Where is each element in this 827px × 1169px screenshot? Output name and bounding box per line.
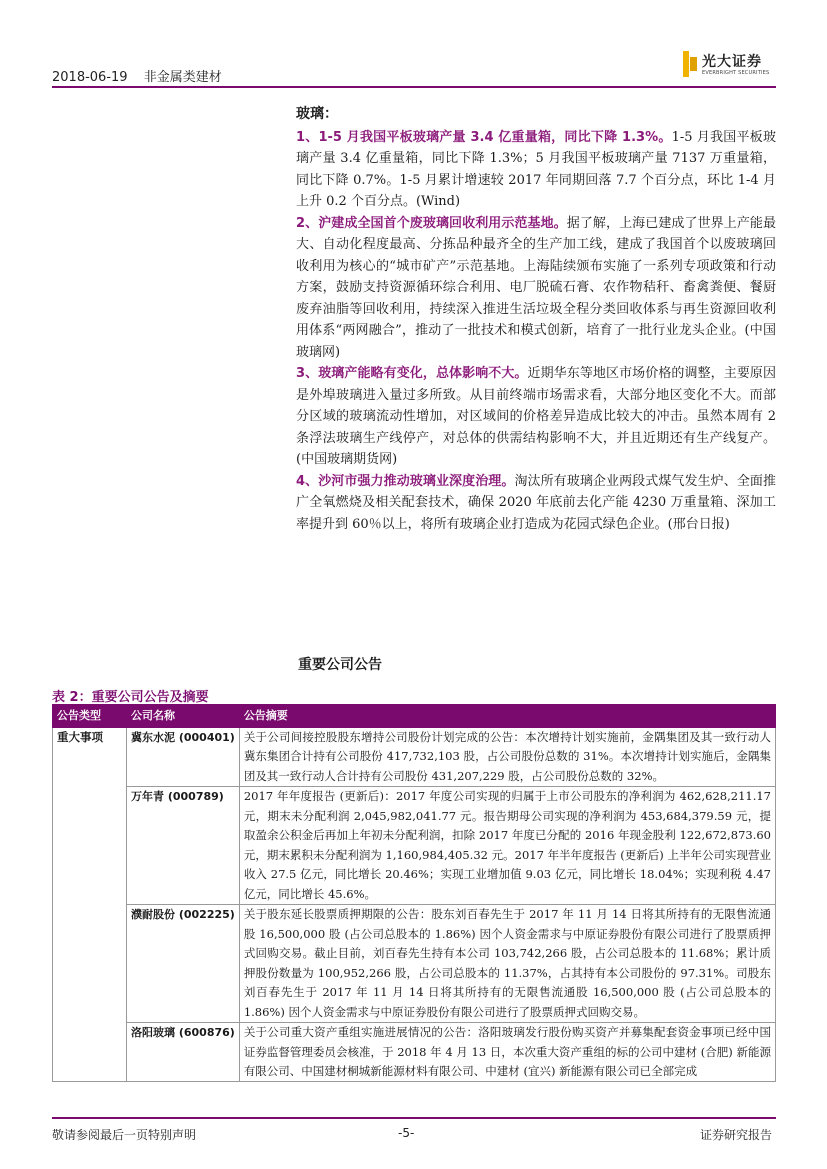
table-row	[53, 1023, 776, 1082]
glass-item-text: 淘汰所有玻璃企业两段式煤气发生炉、全面推广全氧燃烧及相关配套技术，确保 2020 年底前去化产能 4230 万重量箱、深加工率提升到 60％以上，将所有玻璃企业打造成为花园式绿色企业。(邢台日报)	[296, 473, 776, 532]
logo-mark-icon	[683, 51, 697, 77]
glass-item-headline: 1、1-5 月我国平板玻璃产量 3.4 亿重量箱，同比下降 1.3%。	[296, 129, 672, 145]
glass-section	[296, 104, 776, 535]
announcement-summary: 2017 年年度报告 (更新后)：2017 年度公司实现的归属于上市公司股东的净利润为 462,628,211.17 元，期末未分配利润 2,045,982,041.77 元。报告期母公司实现的净利润为 453,684,379.59 元，提取盈余公积金后再加上年初未分配利润，扣除 2017 年度已分配的 2016 年现金股利 122,672,873.60 元，期末累积未分配利润为 1,160,984,405.32 元。2017 年半年度报告 (更新后) 上半年公司实现营业收入 27.5 亿元，同比增长 20.46%；实现工业增加值 9.03 亿元，同比增长 18.04%；实现利税 4.47 亿元，同比增长 45.6%。	[239, 787, 775, 905]
section-heading: 重要公司公告	[298, 657, 382, 673]
glass-item-2	[296, 213, 776, 364]
glass-item-headline: 3、玻璃产能略有变化，总体影响不大。	[296, 366, 528, 381]
announcement-summary: 关于公司重大资产重组实施进展情况的公告：洛阳玻璃发行股份购买资产并募集配套资金事项已经中国证券监督管理委员会核准，于 2018 年 4 月 13 日，本次重大资产重组的标的公司中建材 (合肥) 新能源有限公司、中国建材桐城新能源材料有限公司、中建材 (宜兴) 新能源有限公司已全部完成	[243, 1025, 771, 1078]
company-name: 濮耐股份 (002225)	[127, 905, 240, 1023]
report-date: 2018-06-19	[52, 70, 128, 85]
glass-item-text: 1-5 月我国平板玻璃产量 3.4 亿重量箱，同比下降 1.3%；5 月我国平板玻璃产量 7137 万重量箱，同比下降 0.7%。1-5 月累计增速较 2017 年同期回落 7.7 个百分点，环比 1-4 月上升 0.2 个百分点。(Wind)	[296, 129, 776, 209]
table-header-row	[53, 705, 776, 728]
glass-item-4	[296, 471, 776, 536]
glass-item-text: 近期华东等地区市场价格的调整，主要原因是外埠玻璃进入量过多所致。从目前终端市场需求看，大部分地区变化不大。而部分区域的玻璃流动性增加，对区域间的价格差异造成比较大的冲击。虽然本周有 2 条浮法玻璃生产线停产，对总体的供需结构影响不大，并且近期还有生产线复产。(中国玻璃期货网)	[296, 366, 776, 467]
company-name: 洛阳玻璃 (600876)	[127, 1023, 240, 1082]
header-type: 公告类型	[53, 705, 127, 728]
page-number: -5-	[398, 1126, 415, 1140]
glass-item-3	[296, 363, 776, 471]
announcement-summary: 关于股东延长股票质押期限的公告：股东刘百春先生于 2017 年 11 月 14 日将其所持有的无限售流通股 16,500,000 股 (占公司总股本的 1.86%) 因个人资金需求与中原证券股份有限公司进行了股票质押式回购交易。截止目前，刘百春先生持有本公司 103,742,266 股，占公司总股本的 11.68%；累计质押股份数量为 100,952,266 股，占公司总股本的 11.37%，占其持有本公司股份的 97.31%。司股东刘百春先生于 2017 年 11 月 14 日将其所持有的无限售流通股 16,500,000 股 (占公司总股本的 1.86%) 因个人资金需求与中原证券股份有限公司进行了股票质押式回购交易。	[239, 905, 775, 1023]
announcements-table	[52, 704, 776, 1082]
brand-logo	[683, 49, 779, 83]
footer-disclaimer: 敬请参阅最后一页特别声明	[52, 1128, 197, 1142]
table-row	[53, 727, 776, 787]
logo-name: 光大证券	[702, 54, 762, 70]
glass-item-headline: 2、沪建成全国首个废玻璃回收利用示范基地。	[296, 215, 567, 231]
header-divider	[52, 86, 776, 88]
table-caption: 表 2：重要公司公告及摘要	[52, 690, 209, 705]
table-row	[53, 905, 776, 1023]
header-summary: 公告摘要	[239, 705, 775, 728]
glass-item-headline: 4、沙河市强力推动玻璃业深度治理。	[296, 473, 515, 489]
footer-report-type: 证券研究报告	[700, 1128, 773, 1142]
glass-item-text: 据了解，上海已建成了世界上产能最大、自动化程度最高、分拣品种最齐全的生产加工线，建成了我国首个以废玻璃回收利用为核心的“城市矿产”示范基地。上海陆续颁布实施了一系列专项政策和行动方案，鼓励支持资源循环综合利用、电厂脱硫石膏、农作物秸秆、畜禽粪便、餐厨废弃油脂等回收利用，持续深入推进生活垃圾全程分类回收体系与再生资源回收利用体系“两网融合”，推动了一批技术和模式创新，培育了一批行业龙头企业。(中国玻璃网)	[296, 215, 776, 360]
page-header	[52, 66, 234, 85]
announcement-summary: 关于公司间接控股股东增持公司股份计划完成的公告：本次增持计划实施前，金隅集团及其一致行动人冀东集团合计持有公司股份 417,732,103 股，占公司股份总数的 31%。本次增持计划实施后，金隅集团及其一致行动人合计持有公司股份 431,207,229 股，占公司股份总数的 32%。	[239, 727, 775, 787]
glass-title: 玻璃：	[296, 106, 338, 122]
company-name: 冀东水泥 (000401)	[127, 727, 240, 787]
footer-divider	[52, 1117, 776, 1119]
company-name: 万年青 (000789)	[127, 787, 240, 905]
glass-item-1	[296, 127, 776, 213]
announcement-summary-cell	[239, 1023, 775, 1082]
table-row	[53, 787, 776, 905]
header-company: 公司名称	[127, 705, 240, 728]
logo-subtitle: EVERBRIGHT SECURITIES	[702, 70, 770, 76]
industry-label: 非金属类建材	[143, 70, 222, 85]
announcement-type: 重大事项	[53, 727, 127, 1082]
